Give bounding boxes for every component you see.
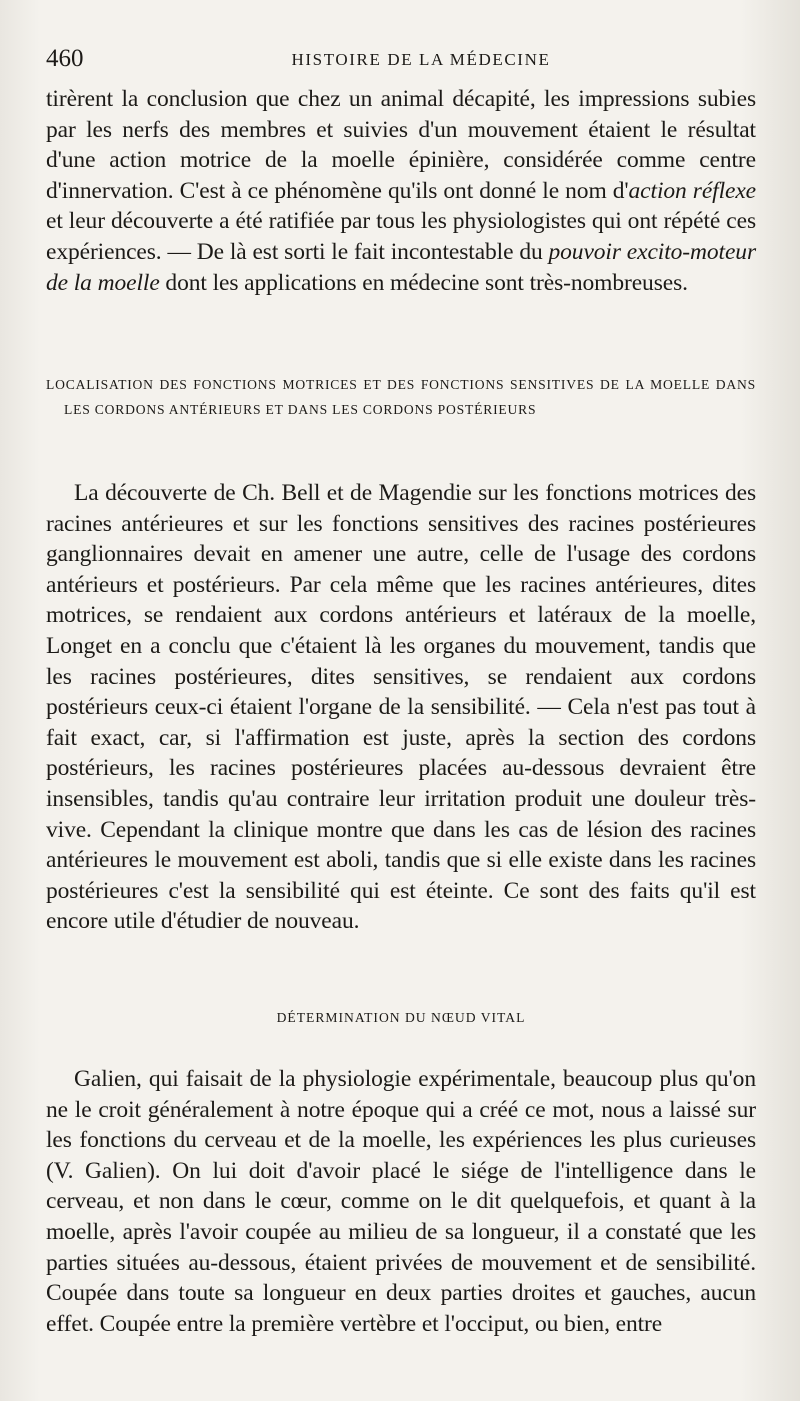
running-title: HISTOIRE DE LA MÉDECINE — [291, 50, 551, 69]
paragraph-text: Galien, qui faisait de la physiologie expérimentale, beaucoup plus qu'on ne le croit généralement à notre époque qui a créé ce mot, nous a laissé sur les fonctions du cerveau et de la moelle, les expériences les plus curieuses (V. Galien). On lui doit d'avoir placé le siége de l'intelligence dans le cerveau, et non dans le cœur, comme on le dit quelquefois, et quant à la moelle, après l'avoir coupée au milieu de sa longueur, il a constaté que les parties situées au-dessous, étaient privées de mouvement et de sensibilité. Coupée dans toute sa longueur en deux parties droites et gauches, aucun effet. Coupée entre la première vertèbre et l'occiput, ou bien, entre — [46, 1066, 756, 1337]
paragraph-text — [46, 84, 756, 298]
opening-paragraph — [46, 84, 756, 298]
section-heading-text: DÉTERMINATION DU NŒUD VITAL — [276, 1010, 526, 1025]
paragraph-text: La découverte de Ch. Bell et de Magendie sur les fonctions motrices des racines antérieures et sur les fonctions sensitives des racines postérieures ganglionnaires devait en amener une autre, celle de l'usage des cordons antérieurs et postérieurs. Par cela même que les racines antérieures, dites motrices, se rendaient aux cordons antérieurs et latéraux de la moelle, Longet en a conclu que c'étaient là les organes du mouvement, tandis que les racines postérieures, dites sensitives, se rendaient aux cordons postérieurs ceux-ci étaient l'organe de la sensibilité. — Cela n'est pas tout à fait exact, car, si l'affirmation est juste, après la section des cordons postérieurs, les racines postérieures placées au-dessous devraient être insensibles, tandis qu'au contraire leur irritation produit une douleur très-vive. Cependant la clinique montre que dans les cas de lésion des racines antérieures le mouvement est aboli, tandis que si elle existe dans les racines postérieures c'est la sensibilité qui est éteinte. Ce sont des faits qu'il est encore utile d'étudier de nouveau. — [46, 480, 756, 935]
section-paragraph-localisation — [46, 478, 756, 937]
section-heading-localisation — [46, 372, 756, 422]
section-paragraph-noeud-vital — [46, 1064, 756, 1339]
section-heading-noeud-vital — [46, 1005, 756, 1030]
paragraph-text-part: et leur découverte a été ratifiée par tous les physiologistes qui ont répété ces expériences. — De là est sorti le fait incontestable du — [46, 208, 756, 265]
paragraph-text-part: tirèrent la conclusion que chez un animal décapité, les impressions subies par les nerfs des membres et suivies d'un mouvement étaient le résultat d'une action motrice de la moelle épinière, considérée comme centre d'innervation. C'est à ce phénomène qu'ils ont donné le nom d' — [46, 86, 756, 204]
paragraph-text-part: dont les applications en médecine sont très-nombreuses. — [159, 269, 688, 296]
italic-term-action-reflexe: action réflexe — [628, 177, 757, 204]
section-heading-text: LOCALISATION DES FONCTIONS MOTRICES ET DES FONCTIONS SENSITIVES DE LA MOELLE DANS LES CORDONS ANTÉRIEURS ET DANS LES CORDONS POSTÉRIEURS — [46, 377, 756, 417]
page-number: 460 — [46, 45, 84, 72]
italic-term-pouvoir-excito-moteur: pouvoir excito-moteur de la moelle — [46, 238, 756, 296]
page-header — [46, 44, 756, 74]
